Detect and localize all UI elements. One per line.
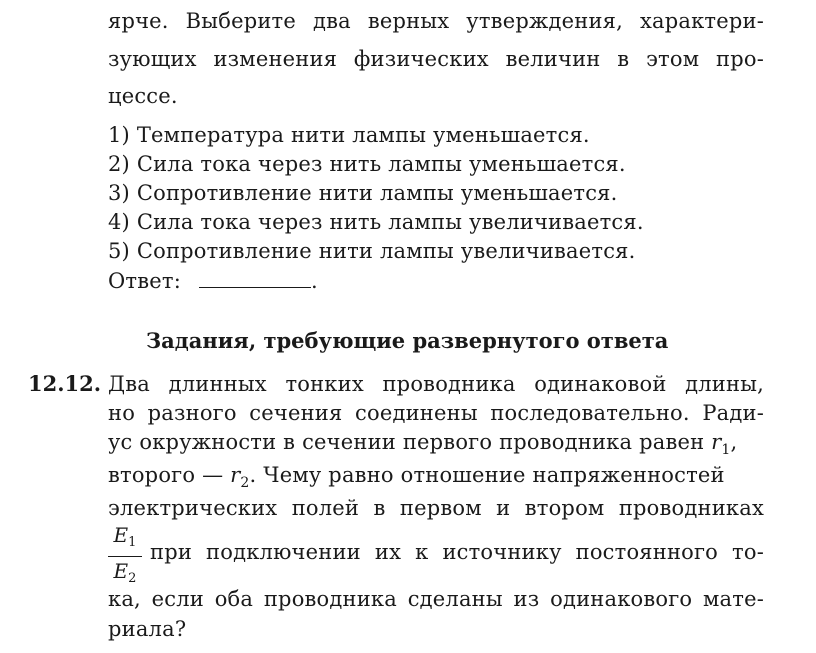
r1-variable: r [711,430,722,454]
answer-label: Ответ: [108,269,181,293]
section-heading: Задания, требующие развернутого ответа [146,328,669,353]
task-line-3-end: , [730,430,738,454]
intro-line-3: цессе. [108,84,178,108]
task-line-8: риала? [108,617,187,641]
fraction-numerator: $E_1$ [113,523,137,550]
task-line-1: Два длинных тонких проводника одинаковой длины, [108,372,764,396]
answer-blank [199,269,311,288]
option-1: 1) Температура нити лампы уменьшается. [108,123,590,147]
r1-subscript: 1 [721,442,731,458]
option-3: 3) Сопротивление нити лампы уменьшается. [108,181,618,205]
option-2: 2) Сила тока через нить лампы уменьшается. [108,152,626,176]
fraction-denominator: $E_2$ [113,559,137,586]
option-4: 4) Сила тока через нить лампы увеличивается. [108,210,644,234]
task-line-5: электрических полей в первом и втором проводниках [108,496,764,520]
answer-period: . [310,269,318,293]
intro-line-1: ярче. Выберите два верных утверждения, характери- [108,9,764,33]
option-5: 5) Сопротивление нити лампы увеличивается. [108,239,636,263]
fraction-bar [108,556,142,557]
task-line-6: при подключении их к источнику постоянного то- [150,540,764,564]
field-ratio-fraction [108,523,142,591]
task-line-3-text: ус окружности в сечении первого проводника равен [108,430,712,454]
task-line-4-start: второго — [108,463,231,487]
task-line-2: но разного сечения соединены последовательно. Ради- [108,401,764,425]
task-number: 12.12. [28,371,102,396]
intro-line-2: зующих изменения физических величин в этом про- [108,47,764,71]
task-line-4-end: . Чему равно отношение напряженностей [249,463,725,487]
r2-variable: r [230,463,241,487]
r2-subscript: 2 [240,475,250,491]
answer-line [108,266,318,296]
task-line-7: ка, если оба проводника сделаны из одинакового мате- [108,587,764,611]
